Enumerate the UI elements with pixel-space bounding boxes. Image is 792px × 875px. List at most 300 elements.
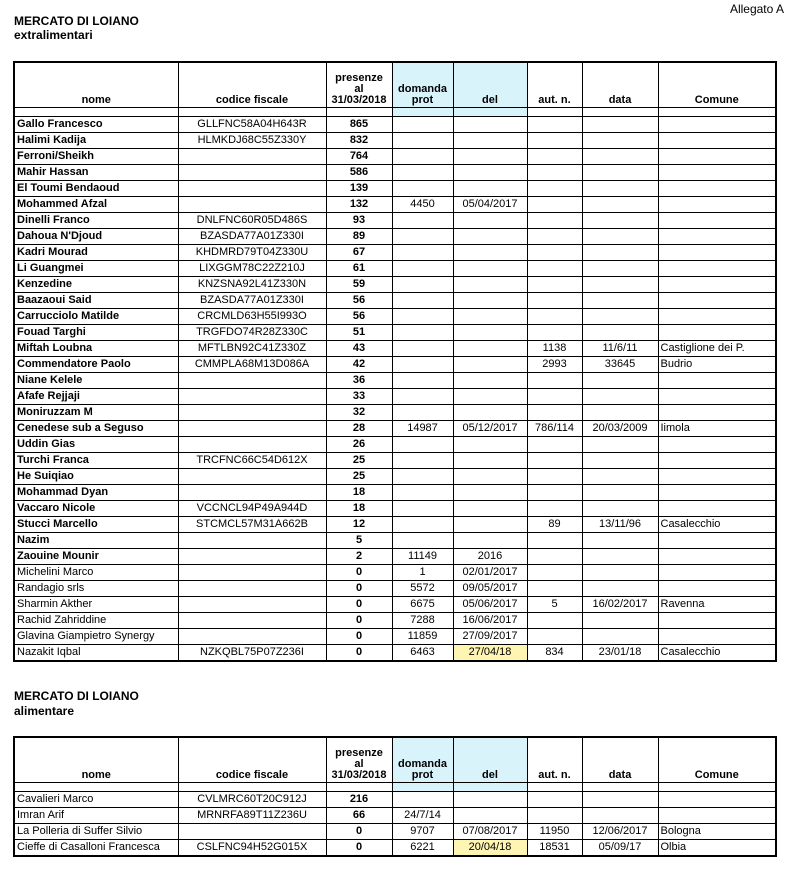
cell-nome: Halimi Kadija: [14, 132, 178, 148]
cell-presenze: 139: [326, 180, 392, 196]
table-row: [14, 436, 776, 452]
cell-aut: [527, 180, 582, 196]
cell-domanda: [392, 212, 453, 228]
cell-codice-fiscale: [178, 404, 326, 420]
cell-del: [453, 116, 527, 132]
table-row: [14, 839, 776, 856]
table-row: [14, 823, 776, 839]
cell-nome: Mohammad Dyan: [14, 484, 178, 500]
cell-del: 07/08/2017: [453, 823, 527, 839]
cell-codice-fiscale: CRCMLD63H55I993O: [178, 308, 326, 324]
cell-domanda: [392, 404, 453, 420]
cell-del: 05/04/2017: [453, 196, 527, 212]
header-domanda: domanda prot: [392, 737, 453, 782]
cell-comune: [658, 468, 776, 484]
header-presenze: presenze al 31/03/2018: [326, 62, 392, 107]
cell-del: [453, 148, 527, 164]
cell-domanda: [392, 308, 453, 324]
cell-comune: [658, 372, 776, 388]
table-row: [14, 116, 776, 132]
cell-nome: Kenzedine: [14, 276, 178, 292]
table-row: [14, 148, 776, 164]
spacer-cell: [527, 107, 582, 116]
spacer-cell: [392, 107, 453, 116]
header-codice-fiscale: codice fiscale: [178, 62, 326, 107]
cell-comune: Iimola: [658, 420, 776, 436]
cell-aut: 2993: [527, 356, 582, 372]
cell-domanda: [392, 276, 453, 292]
cell-del: [453, 500, 527, 516]
cell-domanda: [392, 260, 453, 276]
cell-codice-fiscale: STCMCL57M31A662B: [178, 516, 326, 532]
cell-domanda: [392, 372, 453, 388]
table-row: [14, 228, 776, 244]
table-row: [14, 580, 776, 596]
cell-domanda: [392, 452, 453, 468]
table-row: [14, 388, 776, 404]
cell-data: [582, 276, 658, 292]
cell-domanda: 5572: [392, 580, 453, 596]
cell-aut: 786/114: [527, 420, 582, 436]
cell-nome: El Toumi Bendaoud: [14, 180, 178, 196]
cell-domanda: 9707: [392, 823, 453, 839]
cell-codice-fiscale: [178, 164, 326, 180]
cell-comune: [658, 292, 776, 308]
cell-codice-fiscale: TRCFNC66C54D612X: [178, 452, 326, 468]
cell-aut: [527, 612, 582, 628]
cell-nome: Li Guangmei: [14, 260, 178, 276]
cell-presenze: 586: [326, 164, 392, 180]
cell-codice-fiscale: [178, 148, 326, 164]
cell-nome: La Polleria di Suffer Silvio: [14, 823, 178, 839]
cell-domanda: 24/7/14: [392, 807, 453, 823]
cell-codice-fiscale: [178, 388, 326, 404]
cell-domanda: [392, 324, 453, 340]
cell-comune: Bologna: [658, 823, 776, 839]
spacer-cell: [326, 107, 392, 116]
table-row: [14, 164, 776, 180]
cell-nome: Cieffe di Casalloni Francesca: [14, 839, 178, 856]
cell-aut: 1138: [527, 340, 582, 356]
table-row: [14, 244, 776, 260]
table-row: [14, 308, 776, 324]
cell-aut: [527, 116, 582, 132]
cell-nome: Miftah Loubna: [14, 340, 178, 356]
cell-codice-fiscale: [178, 596, 326, 612]
spacer-cell: [582, 107, 658, 116]
cell-del: [453, 324, 527, 340]
cell-aut: [527, 548, 582, 564]
header-data: data: [582, 737, 658, 782]
cell-codice-fiscale: CSLFNC94H52G015X: [178, 839, 326, 856]
cell-del: [453, 212, 527, 228]
cell-nome: Glavina Giampietro Synergy: [14, 628, 178, 644]
cell-comune: [658, 276, 776, 292]
cell-data: [582, 292, 658, 308]
cell-codice-fiscale: VCCNCL94P49A944D: [178, 500, 326, 516]
cell-aut: [527, 484, 582, 500]
cell-nome: Dinelli Franco: [14, 212, 178, 228]
cell-nome: Mahir Hassan: [14, 164, 178, 180]
cell-domanda: [392, 244, 453, 260]
cell-comune: [658, 132, 776, 148]
cell-nome: Kadri Mourad: [14, 244, 178, 260]
cell-del: [453, 807, 527, 823]
cell-nome: Cavalieri Marco: [14, 791, 178, 807]
cell-data: [582, 564, 658, 580]
cell-domanda: 4450: [392, 196, 453, 212]
cell-nome: Gallo Francesco: [14, 116, 178, 132]
cell-domanda: [392, 148, 453, 164]
table-row: [14, 132, 776, 148]
header-presenze: presenze al 31/03/2018: [326, 737, 392, 782]
cell-del: [453, 532, 527, 548]
cell-comune: [658, 548, 776, 564]
section2-title: MERCATO DI LOIANO: [14, 689, 139, 703]
cell-aut: [527, 372, 582, 388]
cell-del: [453, 388, 527, 404]
cell-presenze: 832: [326, 132, 392, 148]
cell-codice-fiscale: LIXGGM78C22Z210J: [178, 260, 326, 276]
spacer-cell: [453, 107, 527, 116]
cell-nome: Turchi Franca: [14, 452, 178, 468]
cell-nome: Fouad Targhi: [14, 324, 178, 340]
header-aut: aut. n.: [527, 62, 582, 107]
cell-nome: Dahoua N'Djoud: [14, 228, 178, 244]
cell-comune: Budrio: [658, 356, 776, 372]
cell-codice-fiscale: [178, 564, 326, 580]
cell-data: [582, 791, 658, 807]
cell-presenze: 0: [326, 564, 392, 580]
cell-presenze: 89: [326, 228, 392, 244]
table-row: [14, 340, 776, 356]
cell-presenze: 36: [326, 372, 392, 388]
cell-comune: [658, 164, 776, 180]
cell-presenze: 0: [326, 839, 392, 856]
cell-data: [582, 388, 658, 404]
cell-aut: 89: [527, 516, 582, 532]
cell-codice-fiscale: [178, 612, 326, 628]
cell-aut: 5: [527, 596, 582, 612]
cell-codice-fiscale: BZASDA77A01Z330I: [178, 292, 326, 308]
cell-presenze: 0: [326, 823, 392, 839]
cell-nome: Afafe Rejjaji: [14, 388, 178, 404]
cell-comune: [658, 612, 776, 628]
cell-comune: [658, 791, 776, 807]
section2-subtitle: alimentare: [14, 704, 75, 718]
cell-data: 11/6/11: [582, 340, 658, 356]
cell-aut: [527, 244, 582, 260]
cell-aut: [527, 452, 582, 468]
cell-aut: [527, 132, 582, 148]
cell-presenze: 18: [326, 484, 392, 500]
cell-codice-fiscale: NZKQBL75P07Z236I: [178, 644, 326, 661]
cell-aut: [527, 532, 582, 548]
table-row: [14, 260, 776, 276]
table-row: [14, 292, 776, 308]
cell-comune: Casalecchio: [658, 644, 776, 661]
cell-comune: [658, 564, 776, 580]
cell-presenze: 865: [326, 116, 392, 132]
table-row: [14, 628, 776, 644]
cell-domanda: [392, 356, 453, 372]
cell-data: [582, 468, 658, 484]
cell-del: 27/09/2017: [453, 628, 527, 644]
cell-presenze: 51: [326, 324, 392, 340]
cell-data: [582, 548, 658, 564]
cell-codice-fiscale: [178, 548, 326, 564]
table-header-row: [14, 62, 776, 107]
cell-codice-fiscale: [178, 468, 326, 484]
spacer-cell: [582, 782, 658, 791]
cell-del: [453, 276, 527, 292]
cell-codice-fiscale: [178, 372, 326, 388]
cell-data: 23/01/18: [582, 644, 658, 661]
cell-comune: [658, 500, 776, 516]
cell-comune: Castiglione dei P.: [658, 340, 776, 356]
header-nome: nome: [14, 62, 178, 107]
cell-comune: [658, 484, 776, 500]
spacer-row: [14, 107, 776, 116]
table-row: [14, 468, 776, 484]
cell-presenze: 42: [326, 356, 392, 372]
cell-nome: Sharmin Akther: [14, 596, 178, 612]
cell-aut: [527, 196, 582, 212]
cell-nome: Commendatore Paolo: [14, 356, 178, 372]
cell-nome: Rachid Zahriddine: [14, 612, 178, 628]
cell-aut: [527, 292, 582, 308]
cell-nome: Nazakit Iqbal: [14, 644, 178, 661]
header-comune: Comune: [658, 62, 776, 107]
cell-nome: He Suiqiao: [14, 468, 178, 484]
header-del: del: [453, 62, 527, 107]
cell-del: [453, 228, 527, 244]
cell-aut: [527, 580, 582, 596]
cell-codice-fiscale: TRGFDO74R28Z330C: [178, 324, 326, 340]
cell-aut: [527, 564, 582, 580]
cell-codice-fiscale: GLLFNC58A04H643R: [178, 116, 326, 132]
cell-domanda: [392, 164, 453, 180]
cell-aut: [527, 164, 582, 180]
table-row: [14, 452, 776, 468]
cell-comune: [658, 244, 776, 260]
cell-del: 20/04/18: [453, 839, 527, 856]
table-row: [14, 807, 776, 823]
cell-del: [453, 180, 527, 196]
cell-codice-fiscale: BZASDA77A01Z330I: [178, 228, 326, 244]
cell-del: 02/01/2017: [453, 564, 527, 580]
cell-comune: [658, 180, 776, 196]
cell-aut: [527, 148, 582, 164]
cell-presenze: 43: [326, 340, 392, 356]
spacer-cell: [392, 782, 453, 791]
spacer-cell: [453, 782, 527, 791]
spacer-cell: [326, 782, 392, 791]
cell-data: [582, 484, 658, 500]
cell-domanda: [392, 484, 453, 500]
cell-data: [582, 132, 658, 148]
table-row: [14, 484, 776, 500]
spacer-cell: [178, 107, 326, 116]
cell-data: [582, 807, 658, 823]
cell-comune: [658, 148, 776, 164]
cell-codice-fiscale: CMMPLA68M13D086A: [178, 356, 326, 372]
cell-domanda: [392, 500, 453, 516]
spacer-cell: [178, 782, 326, 791]
cell-domanda: [392, 228, 453, 244]
cell-comune: [658, 404, 776, 420]
cell-codice-fiscale: [178, 180, 326, 196]
table-row: [14, 180, 776, 196]
cell-data: [582, 116, 658, 132]
table-row: [14, 276, 776, 292]
cell-presenze: 0: [326, 596, 392, 612]
cell-codice-fiscale: [178, 484, 326, 500]
header-codice-fiscale: codice fiscale: [178, 737, 326, 782]
cell-presenze: 0: [326, 644, 392, 661]
cell-domanda: [392, 180, 453, 196]
cell-presenze: 132: [326, 196, 392, 212]
cell-data: 12/06/2017: [582, 823, 658, 839]
cell-comune: [658, 628, 776, 644]
cell-data: [582, 308, 658, 324]
cell-codice-fiscale: MRNRFA89T11Z236U: [178, 807, 326, 823]
cell-aut: [527, 260, 582, 276]
cell-del: [453, 132, 527, 148]
cell-nome: Carrucciolo Matilde: [14, 308, 178, 324]
cell-del: [453, 292, 527, 308]
table-row: [14, 372, 776, 388]
cell-del: [453, 260, 527, 276]
cell-data: 05/09/17: [582, 839, 658, 856]
cell-codice-fiscale: [178, 436, 326, 452]
cell-data: 13/11/96: [582, 516, 658, 532]
cell-comune: [658, 116, 776, 132]
cell-domanda: [392, 468, 453, 484]
cell-aut: [527, 324, 582, 340]
cell-comune: [658, 324, 776, 340]
cell-data: [582, 612, 658, 628]
cell-comune: [658, 580, 776, 596]
cell-presenze: 33: [326, 388, 392, 404]
cell-presenze: 764: [326, 148, 392, 164]
cell-codice-fiscale: [178, 823, 326, 839]
cell-presenze: 28: [326, 420, 392, 436]
cell-codice-fiscale: CVLMRC60T20C912J: [178, 791, 326, 807]
spacer-cell: [658, 107, 776, 116]
header-del: del: [453, 737, 527, 782]
table-row: [14, 612, 776, 628]
cell-nome: Nazim: [14, 532, 178, 548]
table-row: [14, 356, 776, 372]
cell-presenze: 32: [326, 404, 392, 420]
cell-domanda: 1: [392, 564, 453, 580]
cell-codice-fiscale: [178, 580, 326, 596]
table-row: [14, 548, 776, 564]
table-row: [14, 516, 776, 532]
table-row: [14, 564, 776, 580]
cell-domanda: 11859: [392, 628, 453, 644]
cell-del: [453, 791, 527, 807]
table-row: [14, 196, 776, 212]
cell-data: [582, 164, 658, 180]
table-row: [14, 404, 776, 420]
cell-nome: Vaccaro Nicole: [14, 500, 178, 516]
cell-domanda: 6463: [392, 644, 453, 661]
cell-domanda: [392, 516, 453, 532]
cell-nome: Stucci Marcello: [14, 516, 178, 532]
spacer-cell: [14, 107, 178, 116]
cell-data: [582, 404, 658, 420]
cell-del: 05/12/2017: [453, 420, 527, 436]
allegato-label: Allegato A: [729, 2, 784, 16]
cell-domanda: [392, 532, 453, 548]
cell-domanda: [392, 436, 453, 452]
cell-aut: [527, 212, 582, 228]
cell-comune: [658, 436, 776, 452]
cell-data: [582, 260, 658, 276]
cell-del: 27/04/18: [453, 644, 527, 661]
cell-presenze: 0: [326, 612, 392, 628]
cell-presenze: 12: [326, 516, 392, 532]
cell-data: [582, 372, 658, 388]
table-row: [14, 212, 776, 228]
cell-comune: [658, 532, 776, 548]
cell-comune: Ravenna: [658, 596, 776, 612]
cell-codice-fiscale: [178, 196, 326, 212]
cell-aut: [527, 276, 582, 292]
cell-nome: Imran Arif: [14, 807, 178, 823]
cell-del: [453, 452, 527, 468]
cell-comune: [658, 452, 776, 468]
table-row: [14, 532, 776, 548]
cell-nome: Mohammed Afzal: [14, 196, 178, 212]
cell-data: [582, 628, 658, 644]
cell-domanda: 11149: [392, 548, 453, 564]
cell-presenze: 0: [326, 580, 392, 596]
header-data: data: [582, 62, 658, 107]
cell-aut: [527, 388, 582, 404]
cell-domanda: [392, 292, 453, 308]
spacer-row: [14, 782, 776, 791]
cell-domanda: [392, 132, 453, 148]
cell-data: [582, 436, 658, 452]
spacer-cell: [14, 782, 178, 791]
cell-presenze: 216: [326, 791, 392, 807]
cell-aut: 18531: [527, 839, 582, 856]
cell-presenze: 61: [326, 260, 392, 276]
cell-data: [582, 500, 658, 516]
cell-data: [582, 180, 658, 196]
table-row: [14, 500, 776, 516]
cell-presenze: 56: [326, 292, 392, 308]
cell-data: [582, 148, 658, 164]
cell-comune: [658, 388, 776, 404]
cell-codice-fiscale: MFTLBN92C41Z330Z: [178, 340, 326, 356]
cell-del: [453, 308, 527, 324]
cell-presenze: 25: [326, 452, 392, 468]
cell-codice-fiscale: [178, 532, 326, 548]
table-row: [14, 324, 776, 340]
cell-del: 2016: [453, 548, 527, 564]
cell-comune: Casalecchio: [658, 516, 776, 532]
cell-del: [453, 516, 527, 532]
spacer-cell: [527, 782, 582, 791]
cell-aut: [527, 404, 582, 420]
cell-domanda: [392, 340, 453, 356]
cell-comune: [658, 308, 776, 324]
cell-comune: [658, 196, 776, 212]
